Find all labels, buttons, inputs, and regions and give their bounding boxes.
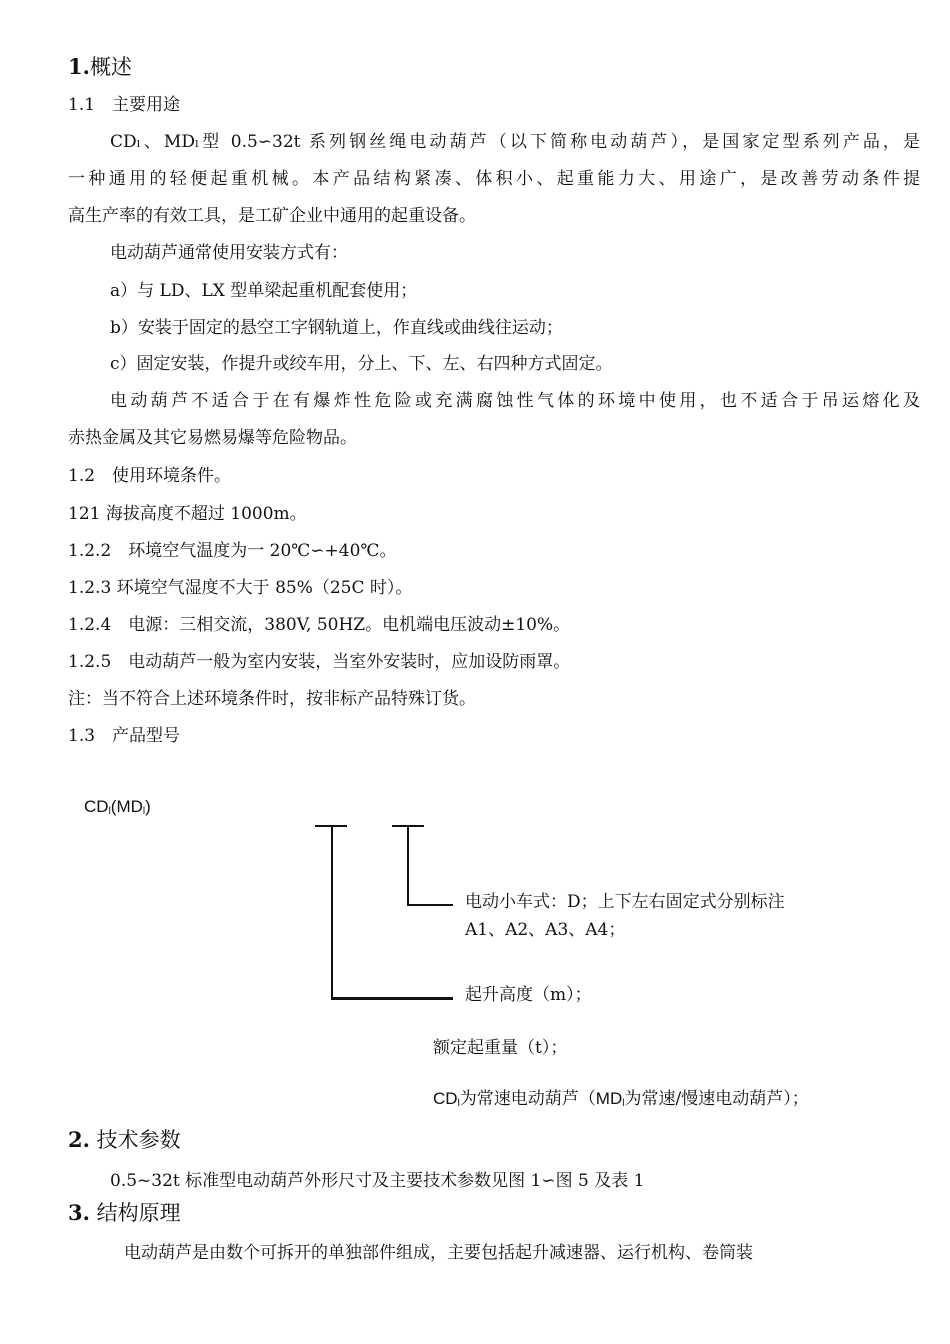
condition-1-2-1: 121 海拔高度不超过 1000m。 xyxy=(68,504,307,524)
label-hoist-type xyxy=(433,1088,809,1113)
label-rated-load: 额定起重量（t）； xyxy=(433,1038,568,1058)
section-2-title: 技术参数 xyxy=(96,1128,181,1152)
section-3-number: 3. xyxy=(68,1200,90,1225)
install-option-a: a）与 LD、LX 型单梁起重机配套使用； xyxy=(110,281,418,301)
section-3-title: 结构原理 xyxy=(96,1201,181,1225)
model-code-sub-2: l xyxy=(142,806,146,817)
subsection-1-3: 1.3 产品型号 xyxy=(68,726,181,746)
condition-1-2-3: 1.2.3 环境空气湿度不大于 85%（25C 时）。 xyxy=(68,578,413,598)
diagram-leader-1-horizontal xyxy=(331,997,453,1000)
model-code-md: (MD xyxy=(110,797,143,816)
diagram-leader-1-vertical xyxy=(331,826,333,999)
paragraph-2: 电动葫芦通常使用安装方式有： xyxy=(110,243,348,263)
section-1-title: 概述 xyxy=(89,55,132,79)
model-code-sub-1: l xyxy=(108,806,111,817)
label-type-sub-1: l xyxy=(457,1098,460,1109)
model-code-cd: CD xyxy=(84,797,109,816)
subsection-1-1: 1.1 主要用途 xyxy=(68,95,181,115)
condition-1-2-2: 1.2.2 环境空气温度为一 20℃∽+40℃。 xyxy=(68,541,397,561)
section-2-heading xyxy=(68,1127,181,1153)
section-1-number: 1. xyxy=(68,54,90,79)
label-type-sub-2: l xyxy=(622,1098,625,1109)
paragraph-1-line-1: CDₗ、MDₗ型 0.5∽32t 系列钢丝绳电动葫芦（以下简称电动葫芦），是国家定型系列产品，是 xyxy=(110,132,920,152)
label-lift-height: 起升高度（m）； xyxy=(465,985,592,1005)
label-type-end: 为常速/慢速电动葫芦）； xyxy=(624,1089,809,1109)
label-trolley-line-1: 电动小车式：D；上下左右固定式分别标注 xyxy=(465,892,785,912)
section-3-paragraph: 电动葫芦是由数个可拆开的单独部件组成，主要包括起升减速器、运行机构、卷筒装 xyxy=(124,1243,753,1263)
model-code-close: ) xyxy=(145,797,151,816)
section-3-heading xyxy=(68,1200,181,1226)
diagram-leader-2-horizontal xyxy=(407,904,453,906)
paragraph-1-line-2: 一种通用的轻便起重机械。本产品结构紧凑、体积小、起重能力大、用途广，是改善劳动条件提 xyxy=(68,169,920,189)
label-trolley-line-2: A1、A2、A3、A4； xyxy=(465,920,626,940)
label-type-cd: CD xyxy=(433,1089,458,1108)
section-1-heading xyxy=(68,54,132,80)
install-option-b: b）安装于固定的悬空工字钢轨道上，作直线或曲线往运动； xyxy=(110,318,563,338)
label-type-md: MD xyxy=(595,1089,623,1108)
diagram-leader-2-vertical xyxy=(407,826,409,906)
section-2-number: 2. xyxy=(68,1127,90,1152)
section-2-paragraph: 0.5~32t 标准型电动葫芦外形尺寸及主要技术参数见图 1∽图 5 及表 1 xyxy=(110,1171,645,1191)
label-type-mid: 为常速电动葫芦（ xyxy=(459,1089,596,1109)
condition-1-2-4: 1.2.4 电源：三相交流，380V, 50HZ。电机端电压波动±10%。 xyxy=(68,615,571,635)
environment-note: 注：当不符合上述环境条件时，按非标产品特殊订货。 xyxy=(68,689,476,709)
model-code xyxy=(84,796,151,821)
install-option-c: c）固定安装，作提升或绞车用，分上、下、左、右四种方式固定。 xyxy=(110,354,613,374)
condition-1-2-5: 1.2.5 电动葫芦一般为室内安装，当室外安装时，应加设防雨罩。 xyxy=(68,652,571,672)
paragraph-3-line-1: 电动葫芦不适合于在有爆炸性危险或充满腐蚀性气体的环境中使用，也不适合于吊运熔化及 xyxy=(110,391,920,411)
paragraph-3-line-2: 赤热金属及其它易燃易爆等危险物品。 xyxy=(68,428,357,448)
subsection-1-2: 1.2 使用环境条件。 xyxy=(68,466,232,486)
paragraph-1-line-3: 高生产率的有效工具，是工矿企业中通用的起重设备。 xyxy=(68,206,476,226)
